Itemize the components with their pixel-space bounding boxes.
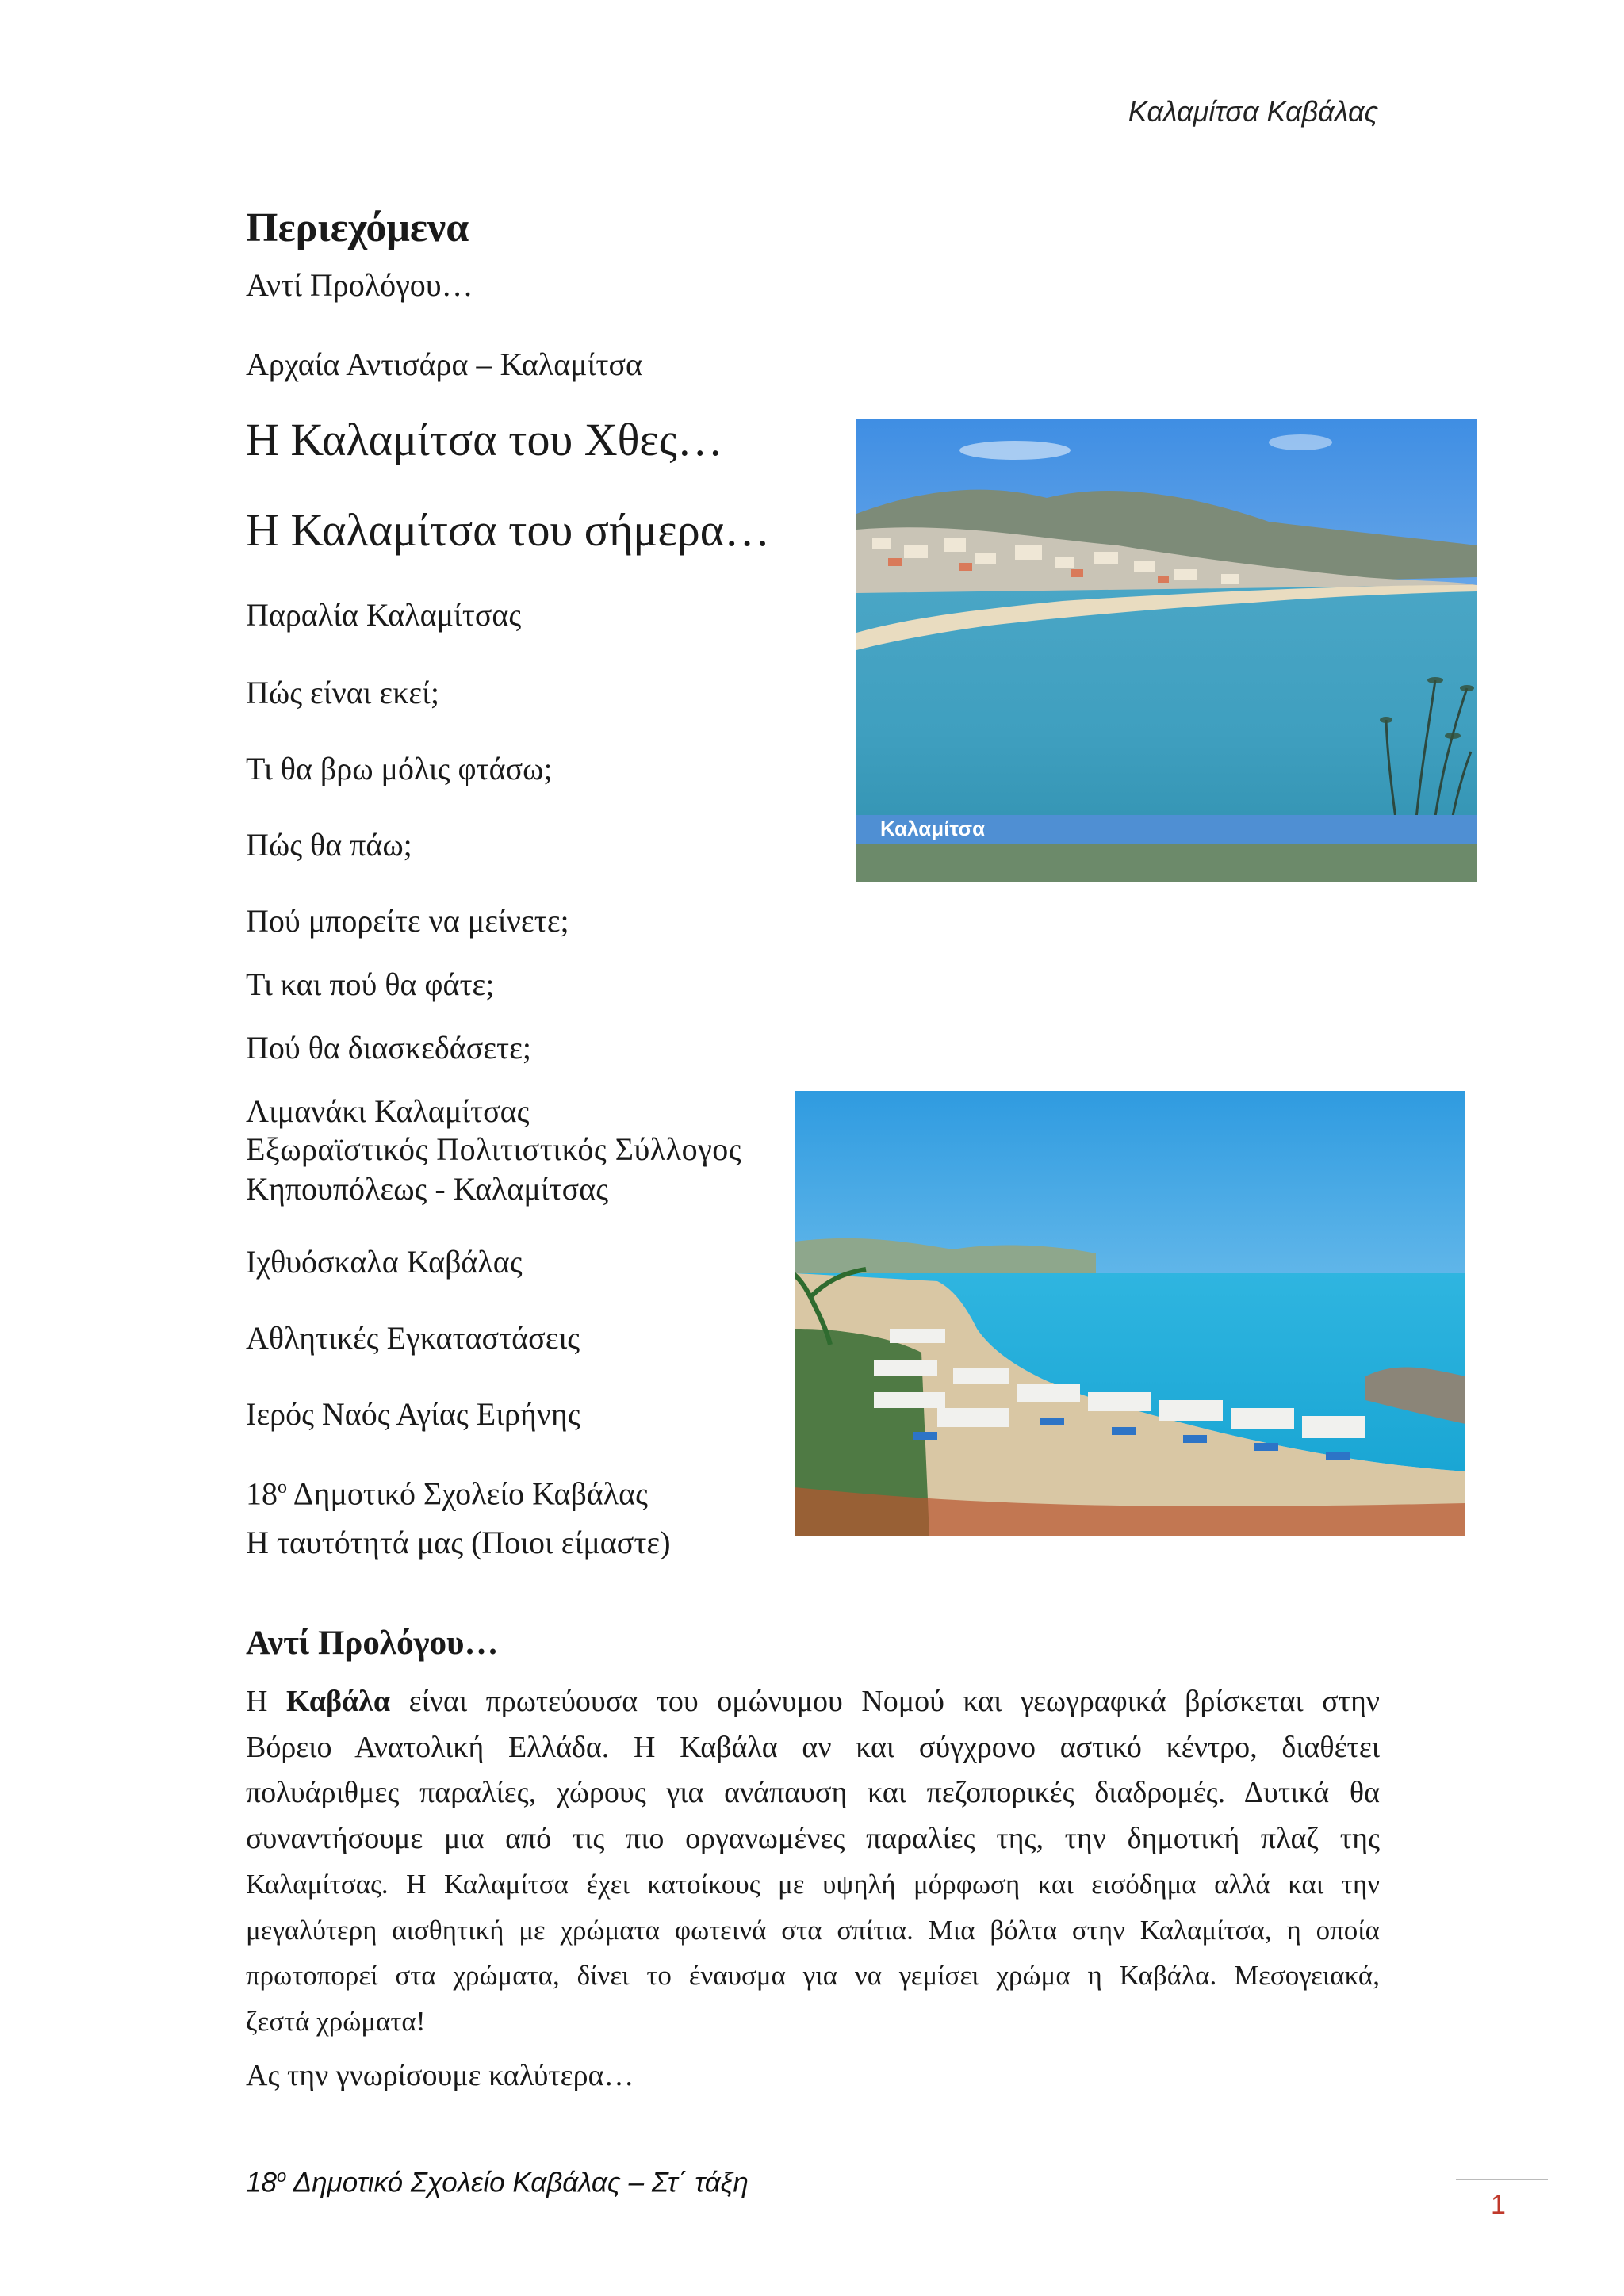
toc-item[interactable]: Κηπουπόλεως - Καλαμίτσας <box>246 1171 609 1207</box>
toc-item[interactable]: Ιχθυόσκαλα Καβάλας <box>246 1244 523 1280</box>
toc-item[interactable]: Ιερός Ναός Αγίας Ειρήνης <box>246 1396 580 1432</box>
toc-item[interactable]: Αθλητικές Εγκαταστάσεις <box>246 1320 580 1356</box>
kalamitsa-beach-photo <box>795 1091 1465 1536</box>
toc-item[interactable]: Αντί Προλόγου… <box>246 267 473 303</box>
toc-item-school[interactable] <box>246 1468 648 1513</box>
kalamitsa-bay-photo <box>856 419 1477 882</box>
closing-line: Ας την γνωρίσουμε καλύτερα… <box>246 2059 634 2092</box>
toc-item[interactable]: Εξωραϊστικός Πολιτιστικός Σύλλογος <box>246 1131 742 1167</box>
paragraph-text: είναι πρωτεύουσα του ομώνυμου Νομού και γεωγραφικά βρίσκεται στην <box>390 1685 1380 1718</box>
toc-item[interactable]: Πώς είναι εκεί; <box>246 675 440 710</box>
footer-school-ordinal: ο <box>276 2166 287 2186</box>
toc-item[interactable]: Πώς θα πάω; <box>246 827 412 863</box>
intro-paragraph <box>246 1679 1380 2044</box>
paragraph-line: πολυάριθμες παραλίες, χώρους για ανάπαυση και πεζοπορικές διαδρομές. Δυτικά θα <box>246 1776 1380 1809</box>
toc-school-name: Δημοτικό Σχολείο Καβάλας <box>293 1475 648 1512</box>
toc-school-number: 18 <box>246 1475 278 1512</box>
toc-item[interactable]: Η Καλαμίτσα του Χθες… <box>246 414 723 465</box>
paragraph-text: Η <box>246 1685 286 1718</box>
toc-item[interactable]: Αρχαία Αντισάρα – Καλαμίτσα <box>246 346 642 382</box>
paragraph-line: Καλαμίτσας. Η Καλαμίτσα έχει κατοίκους με υψηλή μόρφωση και εισόδημα αλλά και την <box>246 1869 1380 1900</box>
toc-item[interactable]: Η ταυτότητά μας (Ποιοι είμαστε) <box>246 1525 671 1560</box>
section-title: Αντί Προλόγου… <box>246 1624 499 1662</box>
toc-item[interactable]: Παραλία Καλαμίτσας <box>246 597 522 633</box>
toc-item[interactable]: Πού μπορείτε να μείνετε; <box>246 903 569 939</box>
paragraph-line: πρωτοπορεί στα χρώματα, δίνει το έναυσμα για να γεμίσει χρώμα η Καβάλα. Μεσογειακά, <box>246 1960 1380 1991</box>
paragraph-line: μεγαλύτερη αισθητική με χρώματα φωτεινά στα σπίτια. Μια βόλτα στην Καλαμίτσα, η οποία <box>246 1914 1380 1946</box>
page-number-rule <box>1456 2179 1548 2180</box>
toc-item[interactable]: Πού θα διασκεδάσετε; <box>246 1030 532 1066</box>
toc-item[interactable]: Η Καλαμίτσα του σήμερα… <box>246 504 771 556</box>
page-number: 1 <box>1491 2190 1506 2220</box>
paragraph-line: συναντήσουμε μια από τις πιο οργανωμένες παραλίες της, την δημοτική πλαζ της <box>246 1821 1380 1855</box>
photo-caption: Καλαμίτσα <box>880 817 986 840</box>
city-name-bold: Καβάλα <box>285 1685 391 1718</box>
paragraph-line <box>246 1679 1380 1725</box>
toc-item[interactable]: Τι θα βρω μόλις φτάσω; <box>246 751 553 786</box>
running-header: Καλαμίτσα Καβάλας <box>1128 95 1378 128</box>
toc-school-ordinal: ο <box>278 1477 287 1498</box>
paragraph-line: ζεστά χρώματα! <box>246 2005 426 2037</box>
footer-school-number: 18 <box>246 2167 277 2198</box>
toc-item[interactable]: Λιμανάκι Καλαμίτσας <box>246 1093 530 1129</box>
footer-school <box>246 2166 749 2199</box>
paragraph-line: Βόρειο Ανατολική Ελλάδα. Η Καβάλα αν και σύγχρονο αστικό κέντρο, διαθέτει <box>246 1730 1380 1764</box>
toc-title: Περιεχόμενα <box>246 205 469 251</box>
toc-item[interactable]: Τι και πού θα φάτε; <box>246 966 495 1002</box>
footer-school-text: Δημοτικό Σχολείο Καβάλας – Στ΄ τάξη <box>286 2167 749 2198</box>
